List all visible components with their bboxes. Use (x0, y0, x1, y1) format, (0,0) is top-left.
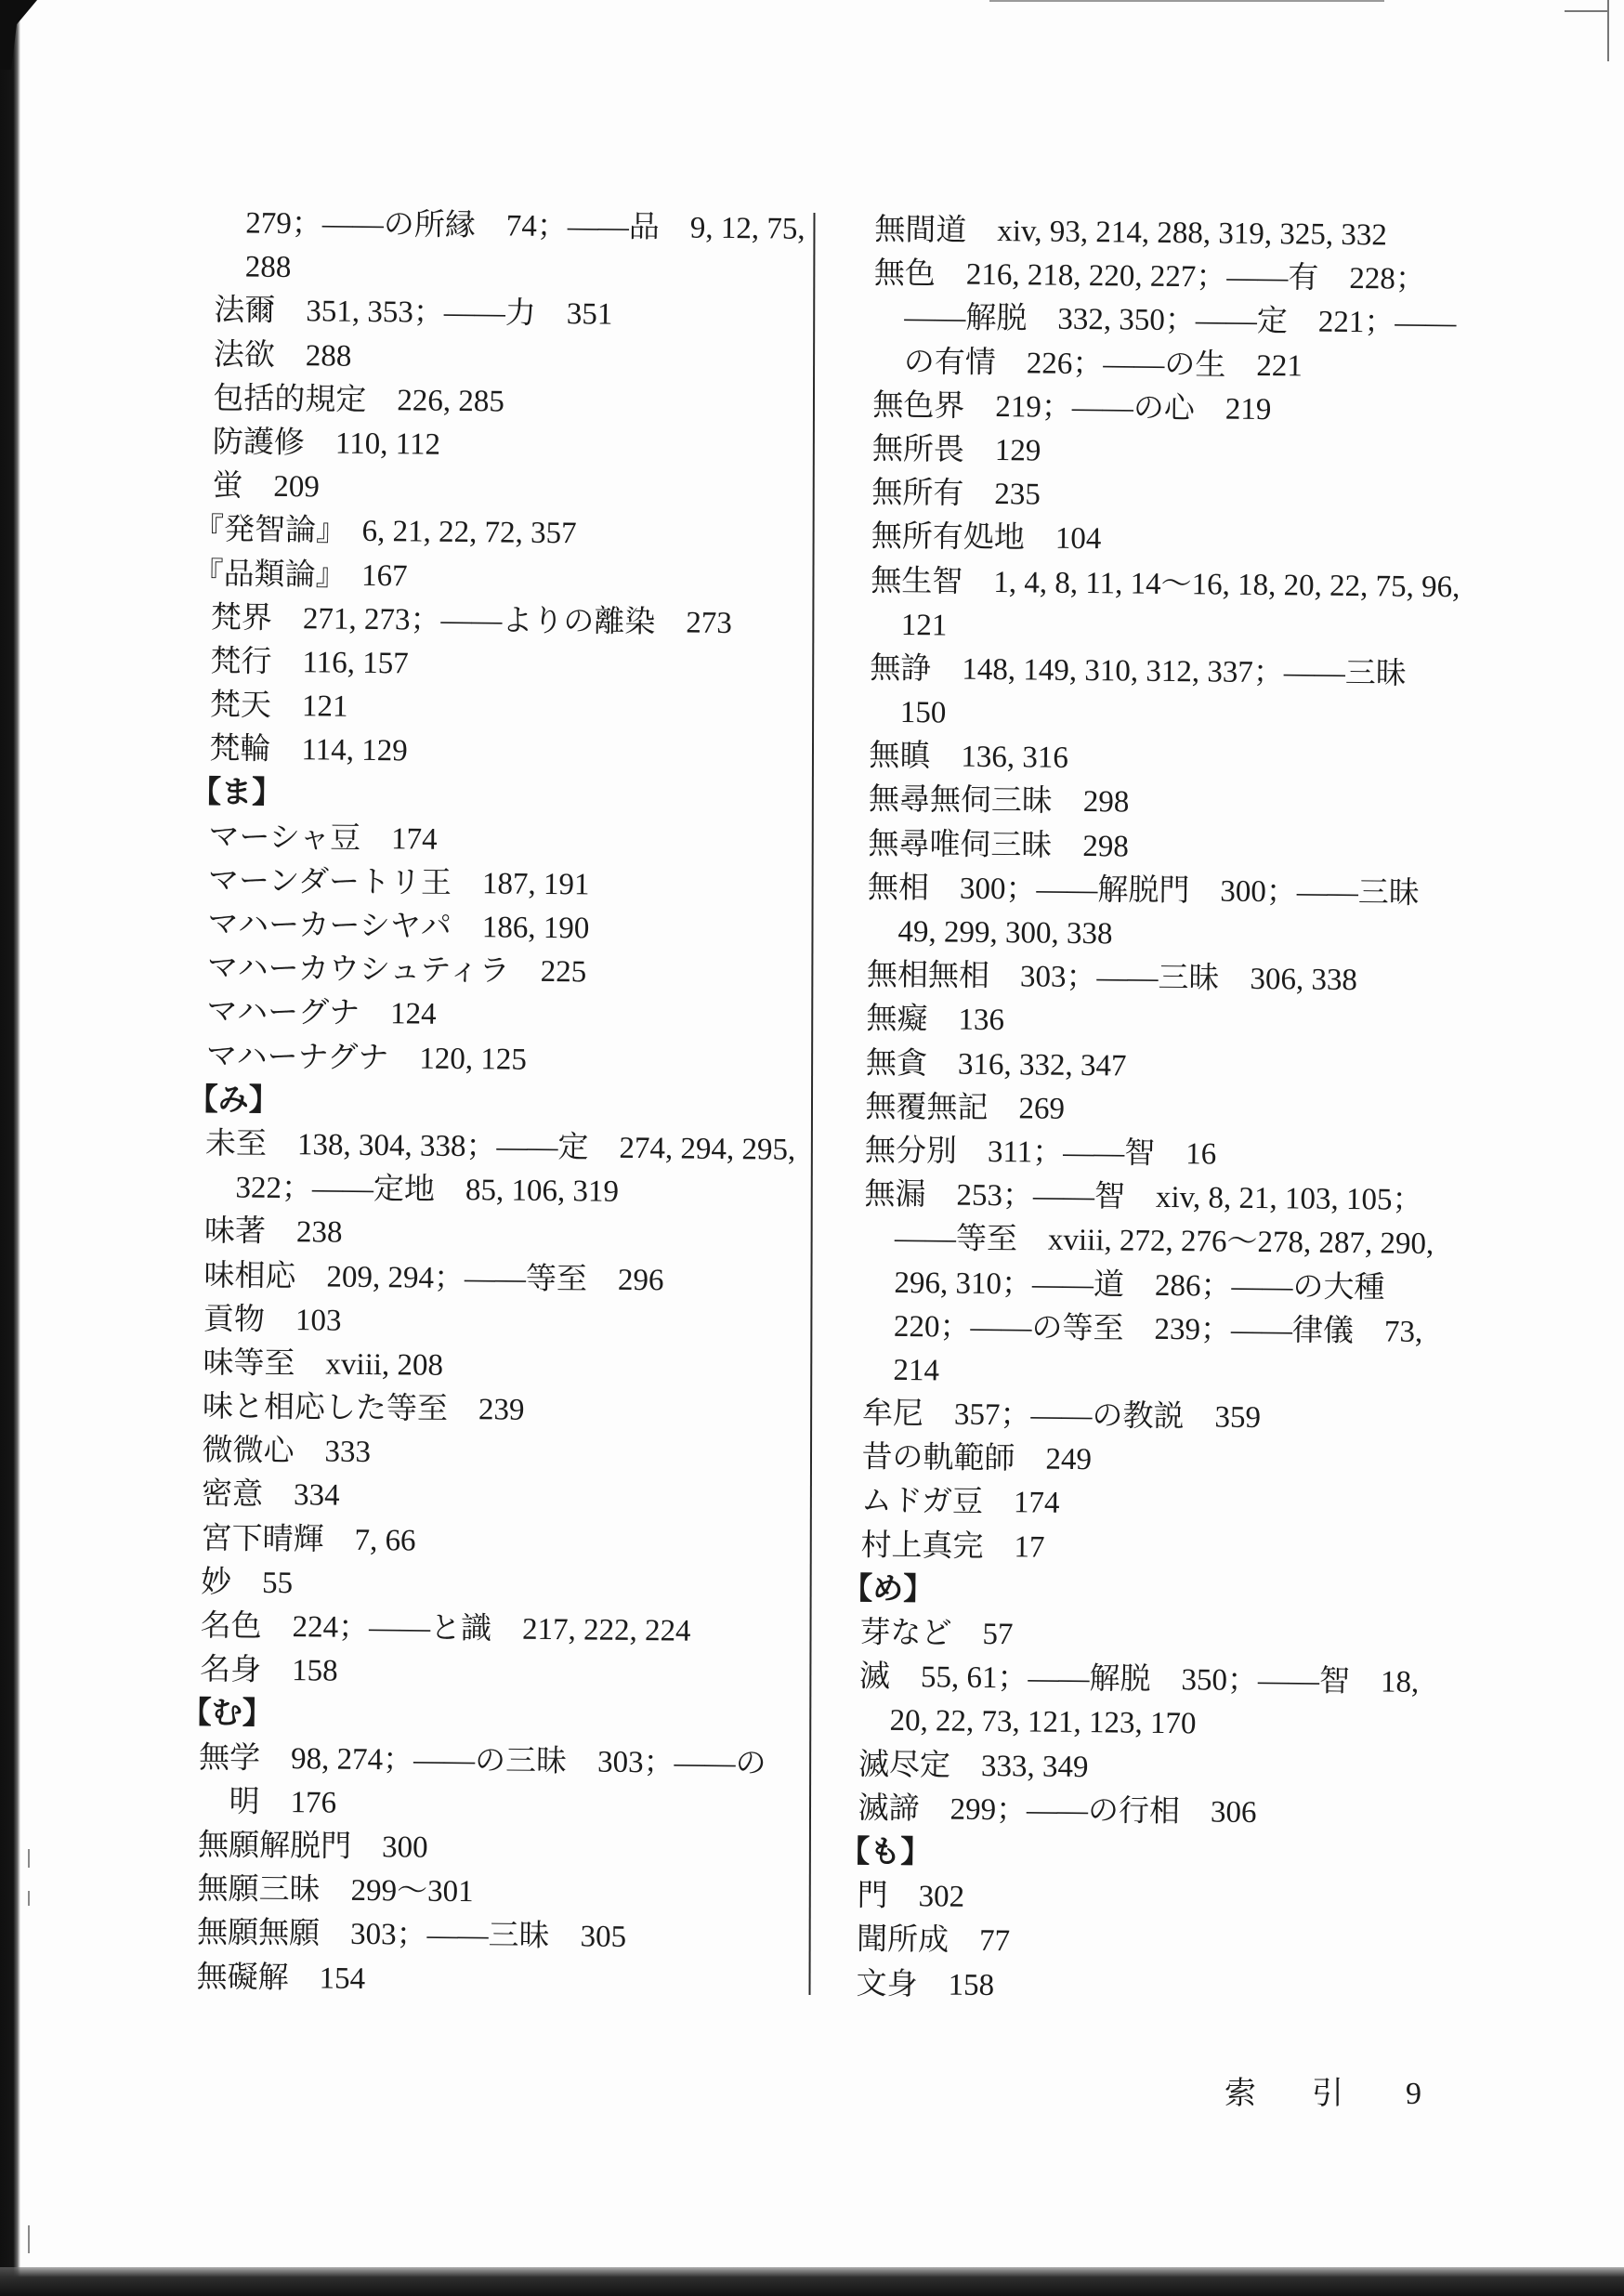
index-entry: 無分別 311；——智 16 (864, 1134, 1217, 1172)
index-entry: 宮下晴輝 7, 66 (201, 1521, 416, 1558)
index-entry: 芽など 57 (859, 1616, 1014, 1652)
index-entry: 妙 55 (200, 1565, 294, 1600)
index-entry: 門 302 (857, 1879, 965, 1914)
index-entry: 牟尼 357；——の教説 359 (861, 1397, 1262, 1436)
scan-edge-left (0, 0, 20, 2296)
index-page-body (177, 189, 1497, 2028)
index-entry: ムドガ豆 174 (860, 1485, 1060, 1521)
index-entry: 味と相応した等至 239 (202, 1390, 525, 1427)
index-entry: 貢物 103 (203, 1302, 342, 1338)
running-footer-title: 索 引 (1225, 2077, 1356, 2111)
index-entry: マハーナグナ 120, 125 (205, 1039, 528, 1077)
section-heading-mu: 【む】 (180, 1697, 273, 1732)
index-entry: 無相無相 303；——三昧 306, 338 (866, 958, 1358, 998)
index-entry: 村上真完 17 (860, 1528, 1045, 1565)
right-index-column (839, 209, 1469, 2013)
index-entry: 聞所成 77 (856, 1922, 1011, 1959)
index-entry: 防護修 110, 112 (212, 426, 441, 462)
scan-edge-bottom (0, 2267, 1624, 2296)
scan-mark (1565, 10, 1607, 12)
index-entry: 名色 224；——と識 217, 222, 224 (200, 1609, 691, 1648)
index-entry: 『発智論』 6, 21, 22, 72, 357 (192, 513, 577, 551)
index-entry: 無願解脱門 300 (197, 1829, 428, 1865)
index-entry: 法欲 288 (213, 337, 352, 374)
index-entry-continuation-line: 322；——定地 85, 106, 319 (235, 1171, 620, 1209)
index-entry: 蛍 209 (212, 469, 321, 505)
section-heading-me: 【め】 (842, 1572, 935, 1607)
index-entry (870, 648, 1465, 741)
index-entry: 味等至 xviii, 208 (203, 1346, 444, 1383)
index-entry: 無覆無記 269 (865, 1090, 1066, 1126)
index-entry: 密意 334 (201, 1477, 340, 1514)
index-entry: 微微心 333 (202, 1434, 372, 1470)
index-entry: 無癡 136 (866, 1002, 1005, 1038)
index-entry (204, 1122, 800, 1216)
index-entry: 名身 158 (199, 1653, 338, 1688)
index-entry: 味相応 209, 294；——等至 296 (203, 1258, 664, 1297)
index-entry-line: 無諍 148, 149, 310, 312, 337；——三昧 (870, 651, 1408, 691)
index-entry: マハーグナ 124 (206, 995, 437, 1032)
index-entry-line: 無相 300；——解脱門 300；——三昧 (867, 871, 1421, 911)
index-entry: 無礙解 154 (196, 1960, 366, 1996)
index-entry: 無尋唯伺三昧 298 (868, 827, 1130, 864)
left-index-column (180, 202, 809, 2005)
index-entry-continuation-line: 288 (244, 250, 292, 285)
index-entry: 無願無願 303；——三昧 305 (196, 1916, 627, 1955)
index-entry-continuation-line: ——等至 xviii, 272, 276〜278, 287, 290, (894, 1222, 1434, 1262)
index-entry: 梵天 121 (209, 689, 348, 724)
index-entry: マハーカーシヤパ 186, 190 (207, 908, 590, 946)
index-entry (867, 866, 1462, 960)
index-entry-line: 無色 216, 218, 220, 227；——有 228； (873, 256, 1427, 297)
index-entry: 梵界 271, 273；——よりの離染 273 (210, 600, 733, 640)
scan-mark (989, 0, 1384, 2)
index-entry: 無色界 219；——の心 219 (872, 388, 1272, 426)
scan-mark (1607, 0, 1609, 61)
index-entry: 無所有処地 104 (871, 519, 1102, 557)
page-number: 9 (1406, 2077, 1421, 2111)
index-entry (198, 1737, 793, 1830)
index-entry-continuation-line: 279；——の所縁 74；——品 9, 12, 75, (245, 206, 805, 246)
index-entry-line: 未至 138, 304, 338；——定 274, 294, 295, (204, 1127, 796, 1167)
index-entry-line: 滅 55, 61；——解脱 350；——智 18, (858, 1660, 1420, 1700)
section-heading-mo: 【も】 (839, 1835, 932, 1870)
scan-mark (28, 1849, 30, 1868)
index-entry-continuation-line: 121 (900, 608, 948, 643)
index-entry: 無間道 xiv, 93, 214, 288, 319, 325, 332 (874, 213, 1388, 253)
index-entry: 梵行 116, 157 (210, 645, 409, 681)
index-entry: 無貪 316, 332, 347 (865, 1046, 1127, 1083)
index-entry: 無瞋 136, 316 (869, 739, 1069, 776)
index-entry-continuation-line: 220；——の等至 239；——律儀 73, (893, 1309, 1423, 1349)
index-entry-continuation-line: 20, 22, 73, 121, 123, 170 (889, 1704, 1197, 1741)
section-heading-mi: 【み】 (187, 1082, 280, 1118)
section-heading-ma: 【ま】 (190, 776, 283, 811)
index-entry-continuation-line: 明 176 (229, 1785, 337, 1820)
index-entry: 滅諦 299；——の行相 306 (858, 1791, 1257, 1830)
index-entry: 『品類論』 167 (192, 557, 408, 593)
index-entry (873, 253, 1469, 390)
scan-mark (28, 1891, 30, 1906)
index-entry-line: 無学 98, 274；——の三昧 303；——の (198, 1740, 766, 1781)
index-entry: 梵輪 114, 129 (209, 732, 408, 768)
index-entry: マーシャ豆 174 (208, 820, 438, 857)
index-entry: 文身 158 (856, 1967, 995, 2002)
index-entry (862, 1174, 1459, 1399)
index-entry: マハーカウシュティラ 225 (206, 951, 587, 990)
index-entry: 味著 238 (203, 1214, 343, 1251)
index-entry: 昔の軌範師 249 (861, 1440, 1093, 1477)
index-entry (858, 1656, 1454, 1750)
index-entry-continuation-line: の有情 226；——の生 221 (903, 345, 1303, 384)
index-entry-line: 無生智 1, 4, 8, 11, 14〜16, 18, 20, 22, 75, 96, (871, 564, 1460, 604)
index-entry-continuation-line: 49, 299, 300, 338 (897, 914, 1113, 951)
index-entry: マーンダートリ王 187, 191 (207, 863, 590, 902)
index-entry-continuation-line: ——解脱 332, 350；——定 221；—— (904, 301, 1457, 341)
index-entry-line: 無漏 253；——智 xiv, 8, 21, 103, 105； (864, 1177, 1423, 1218)
index-entry: 滅尽定 333, 349 (858, 1748, 1089, 1784)
index-entry: 無尋無伺三昧 298 (868, 783, 1130, 820)
index-entry: 無願三昧 299〜301 (197, 1872, 474, 1909)
index-entry: 無所有 235 (871, 476, 1041, 512)
scan-mark (28, 2225, 30, 2253)
index-entry-continuation-line: 296, 310；——道 286；——の大種 (894, 1266, 1385, 1305)
index-entry: 無所畏 129 (871, 432, 1041, 468)
index-entry (871, 559, 1466, 653)
index-entry: 法爾 351, 353；——力 351 (214, 294, 613, 333)
index-entry: 包括的規定 226, 285 (213, 381, 505, 419)
index-entry-continued (215, 202, 810, 295)
index-entry-continuation-line: 214 (893, 1353, 940, 1388)
index-entry-continuation-line: 150 (899, 696, 947, 730)
